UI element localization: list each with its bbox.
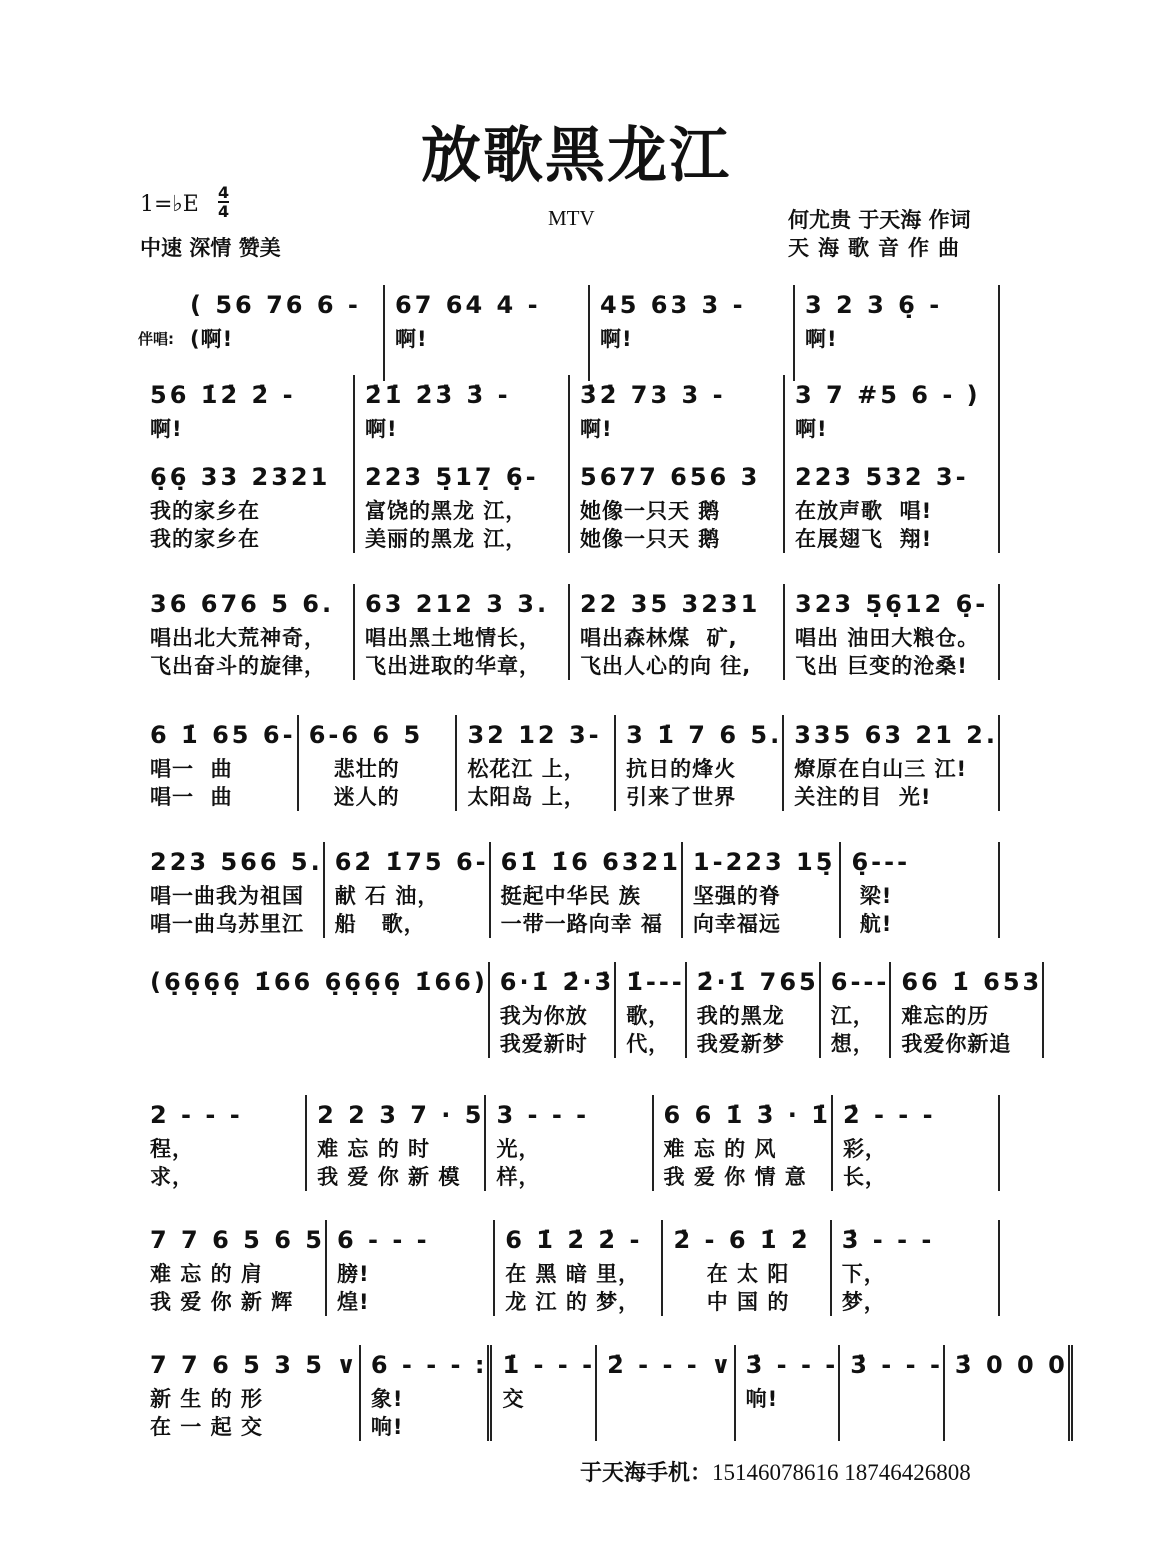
lyric-verse-1: 膀! <box>336 1262 370 1286</box>
measure <box>840 1345 945 1441</box>
score-system <box>140 1220 1000 1316</box>
lyric-verse-1: 在 太 阳 <box>673 1262 790 1286</box>
measure-notes: 6 - - - <box>336 1226 430 1254</box>
measure-notes: 6·1̇ 2̇·3̇ <box>499 968 615 996</box>
measure-notes: 2̇·1̇ 765 <box>696 968 819 996</box>
measure-notes: 1̇--- <box>626 968 685 996</box>
measure <box>486 1095 653 1191</box>
measure-notes: 3̇ - - - <box>841 1226 935 1254</box>
lyric-verse-2: 我 爱 你 新 模 <box>317 1165 461 1189</box>
measure <box>663 1220 831 1316</box>
lyric-verse-1: 啊! <box>395 327 428 351</box>
lyric-verse-1: 唱出森林煤 矿, <box>580 626 738 650</box>
score-system <box>140 842 1000 938</box>
measure-notes: 2̇ - 6 1̇ 2̇ <box>673 1226 811 1254</box>
lyric-verse-2 <box>746 1413 839 1441</box>
lyric-verse-1: 我为你放 <box>499 1004 588 1028</box>
score-system <box>140 715 1000 811</box>
measure-notes: 6 - - - : <box>370 1351 488 1379</box>
lyric-verse-2: 我爱你新追 <box>901 1032 1012 1056</box>
lyric-verse-1: 歌， <box>626 1004 671 1028</box>
measure-notes: 3 1̇ 7 6 5. <box>626 721 783 749</box>
measure-notes: 6 6 1̇ 3̇ · 1̇ <box>663 1101 831 1129</box>
lyric-verse-2: 引来了世界 <box>626 785 737 809</box>
measure <box>140 715 299 811</box>
lyric-verse-2 <box>850 1413 943 1441</box>
measure <box>570 584 785 680</box>
measure-notes: 2 2 3 7 · 5 <box>317 1101 485 1129</box>
lyric-verse-2: 飞出 巨变的沧桑! <box>795 654 968 678</box>
lyric-verse-1 <box>150 1002 488 1030</box>
chorus-label: 伴唱: <box>138 330 174 348</box>
lyric-verse-2: 太阳岛 上， <box>467 785 586 809</box>
measure-notes: ( 56 76 6 - <box>190 291 361 319</box>
lyric-verse-2: 唱一 曲 <box>150 785 233 809</box>
lyric-verse-1: 唱一曲我为祖国 <box>150 884 304 908</box>
measure-notes: 6̣6̣ 33 2321 <box>150 463 331 491</box>
measure <box>597 1345 736 1441</box>
measure-notes: 3 - - - <box>496 1101 590 1129</box>
measure-notes: 3̇2̇ 73 3 - <box>580 381 726 409</box>
lyric-verse-1: 下， <box>841 1262 886 1286</box>
lyric-verse-1: 彩， <box>842 1137 887 1161</box>
lyric-verse-1: 燎原在白山三 江! <box>794 757 968 781</box>
lyric-verse-1: 唱一 曲 <box>150 757 233 781</box>
measure-notes: 2̇ - - - ∨ <box>607 1351 734 1379</box>
measure <box>785 584 1000 680</box>
measure-notes: 7 7 6 5 6 5 <box>150 1226 325 1254</box>
lyric-verse-2: 向幸福远 <box>692 912 781 936</box>
measure <box>140 1095 307 1191</box>
lyric-verse-2: 飞出人心的向 往, <box>580 654 752 678</box>
measure <box>784 715 1000 811</box>
lyric-verse-1: 程， <box>150 1137 194 1161</box>
measure-notes: 1̇ - - - <box>502 1351 596 1379</box>
lyric-verse-1: 响! <box>745 1387 779 1411</box>
measure-notes: 2 - - - <box>150 1101 243 1129</box>
composer-credit: 天海歌音作曲 <box>788 236 968 260</box>
lyric-verse-2: 我 爱 你 新 辉 <box>150 1290 294 1314</box>
tempo-marking: 中速 深情 赞美 <box>140 236 281 260</box>
lyricist-credit: 何尤贵 于天海 作词 <box>788 208 971 232</box>
score-system <box>140 285 1000 381</box>
lyric-verse-2: 煌! <box>336 1290 370 1314</box>
lyric-verse-1 <box>955 1385 1068 1413</box>
measure-notes: 3̇ 0 0 0 <box>954 1351 1068 1379</box>
score-system <box>140 584 1000 680</box>
footer-phones: 15146078616 18746426808 <box>712 1460 971 1485</box>
measure-notes: 6 1̇ 2̇ 2̇ - <box>505 1226 643 1254</box>
lyric-verse-2 <box>607 1413 734 1441</box>
lyric-verse-2: 想， <box>830 1032 875 1056</box>
measure <box>307 1095 486 1191</box>
lyric-verse-2: 在 一 起 交 <box>150 1415 263 1439</box>
lyric-verse-1: 啊! <box>600 327 633 351</box>
lyric-verse-2: 她像一只天 鹅 <box>580 527 721 551</box>
score-system <box>140 962 1043 1058</box>
measure-notes: 32 12 3- <box>467 721 602 749</box>
lyric-verse-2 <box>150 1030 488 1058</box>
score-system <box>140 457 1000 553</box>
lyric-verse-1 <box>607 1385 734 1413</box>
lyric-verse-1: 啊! <box>150 417 183 441</box>
measure-notes: 2̇1̇ 2̇3̇ 3̇ - <box>365 381 511 409</box>
lyric-verse-2: 飞出进取的华章， <box>365 654 541 678</box>
lyric-verse-1: 啊! <box>805 327 838 351</box>
lyric-verse-1: 难 忘 的 肩 <box>150 1262 263 1286</box>
measure <box>327 1220 495 1316</box>
measure-notes: 5677 656 3 <box>580 463 761 491</box>
measure-notes: 2̇ - - - <box>842 1101 936 1129</box>
measure-notes: 7 7 6 5 3 5 ∨ <box>150 1351 359 1379</box>
measure-notes: 223 566 5. <box>150 848 323 876</box>
score-system <box>140 1095 1000 1191</box>
measure <box>654 1095 833 1191</box>
lyric-verse-1: 象! <box>370 1387 404 1411</box>
lyric-verse-1: 江， <box>830 1004 875 1028</box>
lyric-verse-1: 啊! <box>365 417 398 441</box>
measure <box>355 457 570 553</box>
time-signature-top: 4 <box>218 183 230 202</box>
lyric-verse-2: 我爱新梦 <box>696 1032 785 1056</box>
measure <box>945 1345 1073 1441</box>
lyric-verse-1: 啊! <box>580 417 613 441</box>
lyric-verse-2: 飞出奋斗的旋律， <box>150 654 326 678</box>
lyric-verse-1: 唱出黑土地情长， <box>365 626 541 650</box>
measure-notes: 62̇ 1̇75 6- <box>334 848 489 876</box>
measure <box>616 715 784 811</box>
lyric-verse-1: (啊! <box>190 327 234 351</box>
measure-notes: 335 63 21 2. <box>794 721 998 749</box>
lyric-verse-1: 坚强的脊 <box>692 884 781 908</box>
lyric-verse-1: 献 石 油， <box>334 884 440 908</box>
lyric-verse-2: 求， <box>150 1165 194 1189</box>
measure <box>457 715 616 811</box>
measure-notes: 66 1̇ 653 <box>901 968 1043 996</box>
lyric-verse-1: 交 <box>502 1387 525 1411</box>
lyric-verse-1: 难 忘 的 风 <box>663 1137 777 1161</box>
measure <box>736 1345 841 1441</box>
lyric-verse-1: 梁! <box>851 884 893 908</box>
measure-notes: 22 35 3231 <box>580 590 761 618</box>
lyric-verse-2: 迷人的 <box>308 785 400 809</box>
lyric-verse-1: 光， <box>496 1137 541 1161</box>
lyric-verse-1: 挺起中华民 族 <box>500 884 641 908</box>
subtitle: MTV <box>548 206 595 230</box>
key-signature: 1=♭E <box>140 192 199 217</box>
score-system <box>140 1345 1068 1441</box>
measure <box>361 1345 493 1441</box>
measure <box>833 1095 1000 1191</box>
measure <box>570 457 785 553</box>
measure-notes: (6̣6̣6̣6̣ 1̇66 6̣6̣6̣6̣ 1̇66) <box>150 968 488 996</box>
lyric-verse-1: 她像一只天 鹅 <box>580 499 721 523</box>
measure <box>785 457 1000 553</box>
time-signature-bottom: 4 <box>218 202 230 221</box>
measure <box>495 1220 663 1316</box>
lyric-verse-2: 航! <box>851 912 893 936</box>
measure-notes: 45 63 3 - <box>600 291 746 319</box>
lyric-verse-1: 新 生 的 形 <box>150 1387 263 1411</box>
lyric-verse-2: 龙 江 的 梦， <box>505 1290 641 1314</box>
measure-notes: 223 532 3- <box>795 463 969 491</box>
measure-notes: 3 2 3 6̣ - <box>805 291 943 319</box>
lyric-verse-2: 样， <box>496 1165 541 1189</box>
measure <box>140 457 355 553</box>
measure-notes: 36 676 5 6. <box>150 590 335 618</box>
measure-notes: 56 1̇2̇ 2̇ - <box>150 381 296 409</box>
measure <box>590 285 795 381</box>
measure <box>795 285 1000 381</box>
measure <box>891 962 1044 1058</box>
lyric-verse-1: 在放声歌 唱! <box>795 499 933 523</box>
measure-notes: 1-223 15̣ <box>692 848 836 876</box>
lyric-verse-2: 我 爱 你 情 意 <box>663 1165 807 1189</box>
lyric-verse-1: 松花江 上， <box>467 757 586 781</box>
lyric-verse-2 <box>955 1413 1068 1441</box>
measure <box>140 962 490 1058</box>
lyric-verse-2: 梦， <box>841 1290 886 1314</box>
lyric-verse-1: 我的家乡在 <box>150 499 260 523</box>
measure-notes: 6--- <box>830 968 890 996</box>
measure <box>140 584 355 680</box>
lyric-verse-2: 响! <box>370 1415 404 1439</box>
measure <box>140 1220 327 1316</box>
measure <box>490 962 616 1058</box>
measure <box>821 962 892 1058</box>
lyric-verse-2: 我的家乡在 <box>150 527 260 551</box>
measure-notes: 63 212 3 3. <box>365 590 550 618</box>
song-title: 放歌黑龙江 <box>421 121 731 191</box>
measure <box>841 842 1000 938</box>
measure <box>140 842 325 938</box>
lyric-verse-1: 难忘的历 <box>901 1004 990 1028</box>
lyric-verse-1: 抗日的烽火 <box>626 757 737 781</box>
measure <box>491 842 683 938</box>
time-signature <box>218 184 229 220</box>
measure <box>299 715 458 811</box>
lyric-verse-2: 船 歌， <box>334 912 426 936</box>
lyric-verse-1: 悲壮的 <box>308 757 400 781</box>
measure-notes: 6-6 6 5 <box>308 721 424 749</box>
measure <box>687 962 821 1058</box>
lyric-verse-1: 难 忘 的 时 <box>317 1137 431 1161</box>
lyric-verse-2: 在展翅飞 翔! <box>795 527 933 551</box>
lyric-verse-2 <box>502 1413 595 1441</box>
measure <box>832 1220 1000 1316</box>
lyric-verse-1: 唱出北大荒神奇， <box>150 626 326 650</box>
measure <box>616 962 687 1058</box>
measure-notes: 323 5̣6̣12 6̣- <box>795 590 989 618</box>
footer-label: 于天海手机： <box>580 1460 713 1486</box>
lyric-verse-2: 长， <box>842 1165 887 1189</box>
lyric-verse-2: 一带一路向幸 福 <box>500 912 663 936</box>
measure <box>140 1345 361 1441</box>
measure <box>140 285 385 381</box>
lyric-verse-2: 代， <box>626 1032 671 1056</box>
lyric-verse-2: 关注的目 光! <box>794 785 932 809</box>
lyric-verse-1 <box>850 1385 943 1413</box>
measure-notes: 223 5̣17̣ 6̣- <box>365 463 539 491</box>
measure-notes: 3 7 #5 6 - ) <box>795 381 981 409</box>
lyric-verse-2: 我爱新时 <box>499 1032 588 1056</box>
footer-contact <box>580 1456 971 1487</box>
measure-notes: 6 1̇ 65 6- <box>150 721 296 749</box>
lyric-verse-1: 富饶的黑龙 江， <box>365 499 528 523</box>
lyric-verse-1: 我的黑龙 <box>696 1004 785 1028</box>
measure-notes: 67 64 4 - <box>395 291 541 319</box>
measure-notes: 3̇ - - - <box>850 1351 943 1379</box>
lyric-verse-2: 中 国 的 <box>673 1290 790 1314</box>
measure <box>355 584 570 680</box>
lyric-verse-2: 美丽的黑龙 江， <box>365 527 528 551</box>
measure <box>385 285 590 381</box>
measure <box>325 842 491 938</box>
measure-notes: 61̇ 1̇6 6321 <box>500 848 681 876</box>
measure-notes: 3̇ - - - <box>745 1351 839 1379</box>
lyric-verse-1: 啊! <box>795 417 828 441</box>
measure <box>492 1345 597 1441</box>
measure <box>683 842 842 938</box>
lyric-verse-2: 唱一曲乌苏里江 <box>150 912 304 936</box>
lyric-verse-1: 唱出 油田大粮仓。 <box>795 626 980 650</box>
measure-notes: 6̣--- <box>851 848 911 876</box>
lyric-verse-1: 在 黑 暗 里， <box>505 1262 641 1286</box>
